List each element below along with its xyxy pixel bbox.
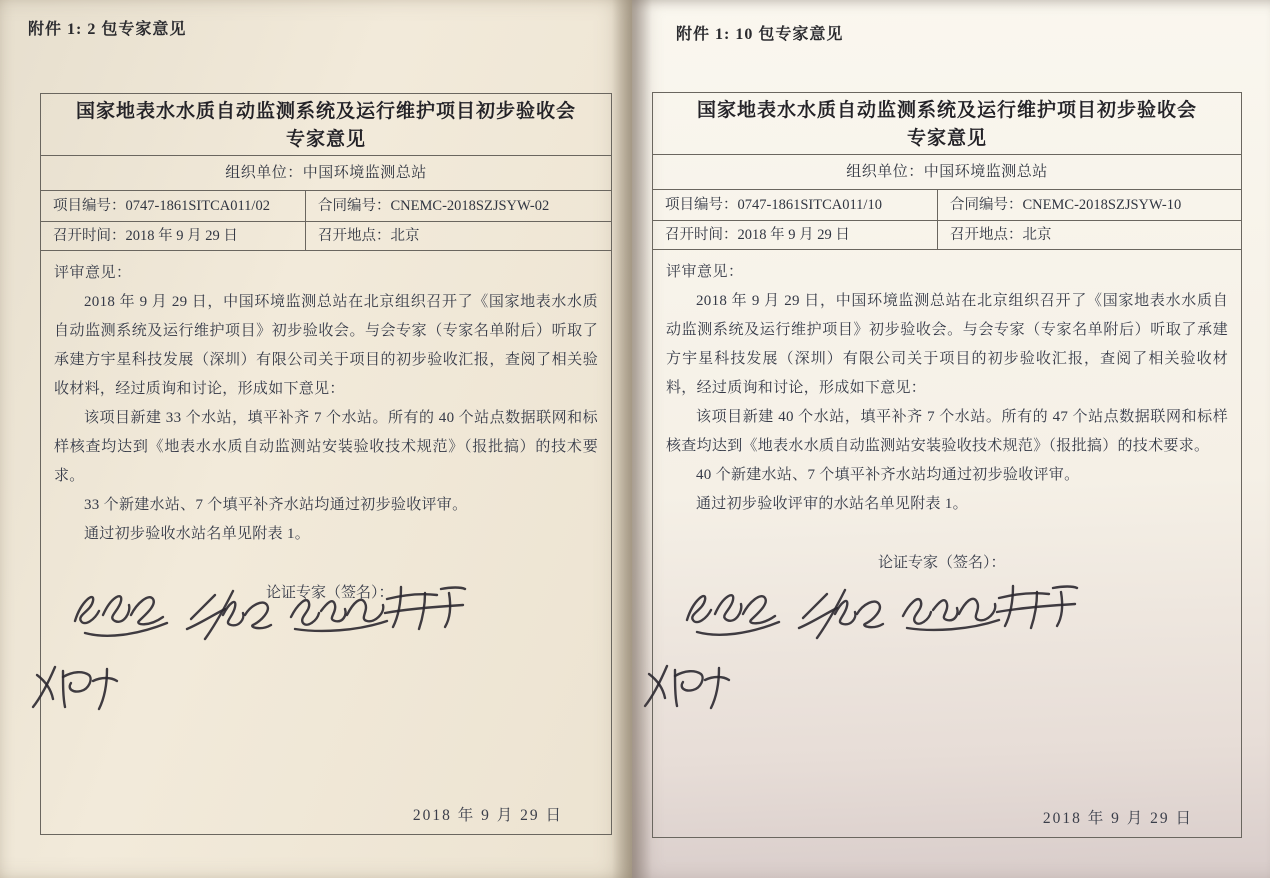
time-place-row [41,222,611,251]
document-date: 2018 年 9 月 29 日 [1042,810,1193,827]
handwritten-signature-5 [27,653,125,715]
attachment-label: 附件 1: 10 包专家意见 [676,26,844,43]
organizer-cell: 组织单位：中国环境监测总站 [41,156,611,191]
table-title-line2: 专家意见 [906,128,987,149]
handwritten-signature-1 [677,580,789,644]
signature-label: 论证专家（签名）： [266,585,394,601]
meeting-place-cell: 召开地点：北京 [950,227,1052,243]
page-package-10 [632,0,1270,878]
review-paragraph-2: 该项目新建 33 个水站，填平补齐 7 个水站。所有的 40 个站点数据联网和标样核查均达到《地表水水质自动监测站安装验收技术规范》（报批搞）的技术要求。 [54,410,598,484]
review-opinion-cell [653,250,1241,837]
review-paragraph-3: 33 个新建水站、7 个填平补齐水站均通过初步验收评审。 [84,497,468,513]
handwritten-signature-1 [65,581,177,645]
expert-opinion-table [652,92,1242,838]
project-number-cell: 项目编号：0747-1861SITCA011/10 [653,190,938,220]
review-opinion-cell [41,251,611,834]
time-place-row [653,221,1241,250]
document-date: 2018 年 9 月 29 日 [412,807,563,824]
review-paragraph-1: 2018 年 9 月 29 日，中国环境监测总站在北京组织召开了《国家地表水水质自动监测系统及运行维护项目》初步验收会。与会专家（专家名单附后）听取了承建方宇星科技发展（深圳）有限公司关于项目的初步验收汇报，查阅了相关验收材料，经过质询和讨论，形成如下意见： [666,293,1228,396]
review-paragraph-2: 该项目新建 40 个水站，填平补齐 7 个水站。所有的 47 个站点数据联网和标样核查均达到《地表水水质自动监测站安装验收技术规范》（报批搞）的技术要求。 [666,409,1228,454]
contract-number-cell: 合同编号：CNEMC-2018SZJSYW-02 [318,198,550,214]
review-heading: 评审意见： [666,264,744,280]
attachment-label: 附件 1: 2 包专家意见 [28,21,187,38]
table-title-line2: 专家意见 [285,129,366,150]
handwritten-signature-5 [639,652,737,714]
page-package-2 [0,0,632,878]
table-title [41,94,611,156]
meeting-time-cell: 召开时间：2018 年 9 月 29 日 [653,221,938,249]
organizer-cell: 组织单位：中国环境监测总站 [653,155,1241,190]
review-paragraph-3: 40 个新建水站、7 个填平补齐水站均通过初步验收评审。 [696,467,1080,483]
review-paragraph-4: 通过初步验收水站名单见附表 1。 [84,526,311,542]
table-title-line1: 国家地表水水质自动监测系统及运行维护项目初步验收会 [696,100,1197,121]
project-contract-row [653,190,1241,221]
contract-number-cell: 合同编号：CNEMC-2018SZJSYW-10 [950,197,1182,213]
handwritten-signature-2 [791,584,891,644]
handwritten-signature-4 [377,577,469,635]
handwritten-signature-4 [989,576,1081,634]
meeting-time-cell: 召开时间：2018 年 9 月 29 日 [41,222,306,250]
project-contract-row [41,191,611,222]
handwritten-signature-2 [179,585,279,645]
expert-opinion-table [40,93,612,835]
signature-label: 论证专家（签名）： [878,555,1006,571]
table-title [653,93,1241,155]
project-number-cell: 项目编号：0747-1861SITCA011/02 [41,191,306,221]
review-paragraph-4: 通过初步验收评审的水站名单见附表 1。 [696,496,968,512]
review-paragraph-1: 2018 年 9 月 29 日，中国环境监测总站在北京组织召开了《国家地表水水质自动监测系统及运行维护项目》初步验收会。与会专家（专家名单附后）听取了承建方宇星科技发展（深圳）有限公司关于项目的初步验收汇报，查阅了相关验收材料，经过质询和讨论，形成如下意见： [54,294,598,397]
review-heading: 评审意见： [54,265,132,281]
meeting-place-cell: 召开地点：北京 [318,228,420,244]
table-title-line1: 国家地表水水质自动监测系统及运行维护项目初步验收会 [75,101,576,122]
